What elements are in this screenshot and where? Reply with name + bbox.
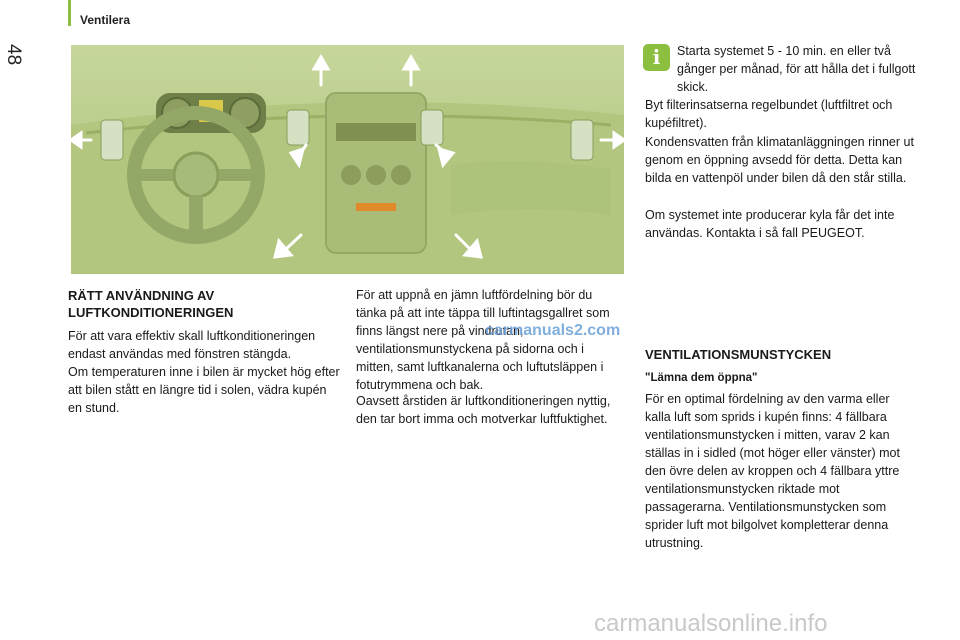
steering-spoke-bottom [189,195,203,235]
glovebox [451,161,611,215]
hazard-switch [356,203,396,211]
correct-use-heading: RÄTT ANVÄNDNING AV LUFTKONDITIONERINGEN [68,288,234,320]
info-text: Starta systemet 5 - 10 min. en eller två gånger per månad, för att hålla det i fullgott skick. [677,44,916,94]
steering-spoke-left [131,169,173,181]
center-vent-right [421,110,443,145]
outer-vent-left [101,120,123,160]
climate-knob-left [341,165,361,185]
correct-use-paragraph-2: Om temperaturen inne i bilen är mycket hög efter att bilen stått en längre tid i solen, vädra kupén en stund. [68,365,340,415]
vents-subheading: "Lämna dem öppna" [645,372,758,384]
filter-paragraph: Byt filterinsatserna regelbundet (luftfiltret och kupéfiltret). [645,98,893,130]
center-vent-left [287,110,309,145]
section-title: Ventilera [80,13,131,27]
steering-spoke-right [219,169,261,181]
dashboard-illustration [71,45,624,274]
correct-use-paragraph-1: För att vara effektiv skall luftkonditioneringen endast användas med fönstren stängda. [68,329,316,361]
all-season-paragraph: Oavsett årstiden är luftkonditioneringen nyttig, den tar bort imma och motverkar luftfuktighet. [356,394,611,426]
outer-vent-right [571,120,593,160]
watermark-bottom: carmanualsonline.info [594,610,828,637]
vents-heading: VENTILATIONSMUNSTYCKEN [645,347,832,362]
page-number: 48 [3,44,24,66]
no-cooling-paragraph: Om systemet inte producerar kyla får det inte användas. Kontakta i så fall PEUGEOT. [645,208,895,240]
info-icon: i [643,44,670,71]
vents-paragraph: För en optimal fördelning av den varma eller kalla luft som sprids i kupén finns: 4 fällbara ventilationsmunstycken i mitten, varav 2 kan ställas in i sidled (mot höger eller vänster) mot den övre delen av kroppen och 4 fällbara yttre ventilationsmunstycken riktade mot passagerarna. Ventilationsmunstycken som sprider luft mot bilgolvet kompletterar denna utrustning. [645,392,900,550]
radio-unit [336,123,416,141]
steering-wheel-hub [174,153,218,197]
climate-knob-center [366,165,386,185]
watermark-mid: carmanuals2.com [485,322,621,339]
airflow-paragraph: För att uppnå en jämn luftfördelning bör du tänka på att inte täppa till luftintagsgallret som finns längst nere på vindrutan, ventilationsmunstyckena på sidorna och i mitten, samt luftkanalerna och luftutsläppen i fotutrymmena och bak. [356,288,610,392]
header-accent-bar [68,0,71,26]
climate-knob-right [391,165,411,185]
condensation-paragraph: Kondensvatten från klimatanläggningen rinner ut genom en öppning avsedd för detta. Detta kan bilda en vattenpöl under bilen då den står stilla. [645,135,914,185]
